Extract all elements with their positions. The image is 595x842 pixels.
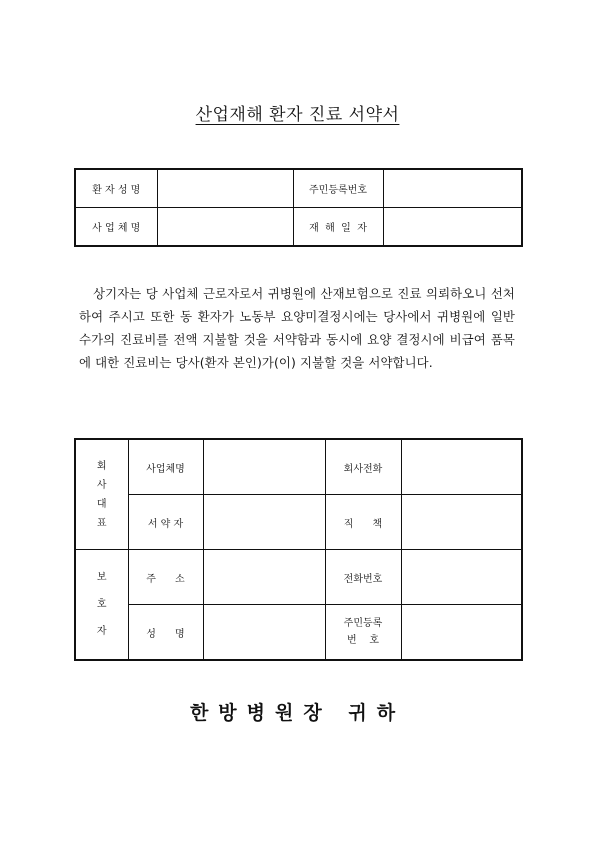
company-phone-label: 회사전화 (325, 439, 401, 495)
company-name-label: 사 업 체 명 (75, 208, 157, 247)
address-label: 주 소 (128, 550, 203, 605)
accident-date-field[interactable] (383, 208, 522, 247)
patient-info-table (74, 168, 523, 247)
company-rep-group-label: 회 사 대 표 (75, 439, 128, 550)
patient-name-label: 환 자 성 명 (75, 169, 157, 208)
resident-number-label: 주민등록번호 (293, 169, 383, 208)
company-phone-field[interactable] (401, 439, 522, 495)
rep-company-name-field[interactable] (203, 439, 325, 495)
guardian-name-label: 성 명 (128, 605, 203, 661)
company-name-field[interactable] (157, 208, 293, 247)
guardian-name-field[interactable] (203, 605, 325, 661)
rep-company-name-label: 사업체명 (128, 439, 203, 495)
addressee-line: 한방병원장 귀하 (189, 702, 406, 724)
position-field[interactable] (401, 495, 522, 550)
pledger-label: 서 약 자 (128, 495, 203, 550)
patient-name-field[interactable] (157, 169, 293, 208)
document-title: 산업재해 환자 진료 서약서 (195, 105, 400, 125)
address-field[interactable] (203, 550, 325, 605)
resident-number-field[interactable] (383, 169, 522, 208)
guardian-group-label: 보 호 자 (75, 550, 128, 661)
position-label: 직 책 (325, 495, 401, 550)
pledger-field[interactable] (203, 495, 325, 550)
statement-text: 상기자는 당 사업체 근로자로서 귀병원에 산재보험으로 진료 의뢰하오니 선처하여 주시고 또한 동 환자가 노동부 요양미결정시에는 당사에서 귀병원에 일반 수가의 진료비를 전액 지불할 것을 서약함과 동시에 요양 결정시에 비급여 품목에 대한 진료비는 당사(환자 본인)가(이) 지불할 것을 서약합니다. (79, 286, 515, 370)
guardian-phone-field[interactable] (401, 550, 522, 605)
accident-date-label: 재 해 일 자 (293, 208, 383, 247)
guardian-resident-number-field[interactable] (401, 605, 522, 661)
guardian-resident-number-label: 주민등록 번 호 (325, 605, 401, 661)
guardian-phone-label: 전화번호 (325, 550, 401, 605)
signature-table (74, 438, 523, 661)
